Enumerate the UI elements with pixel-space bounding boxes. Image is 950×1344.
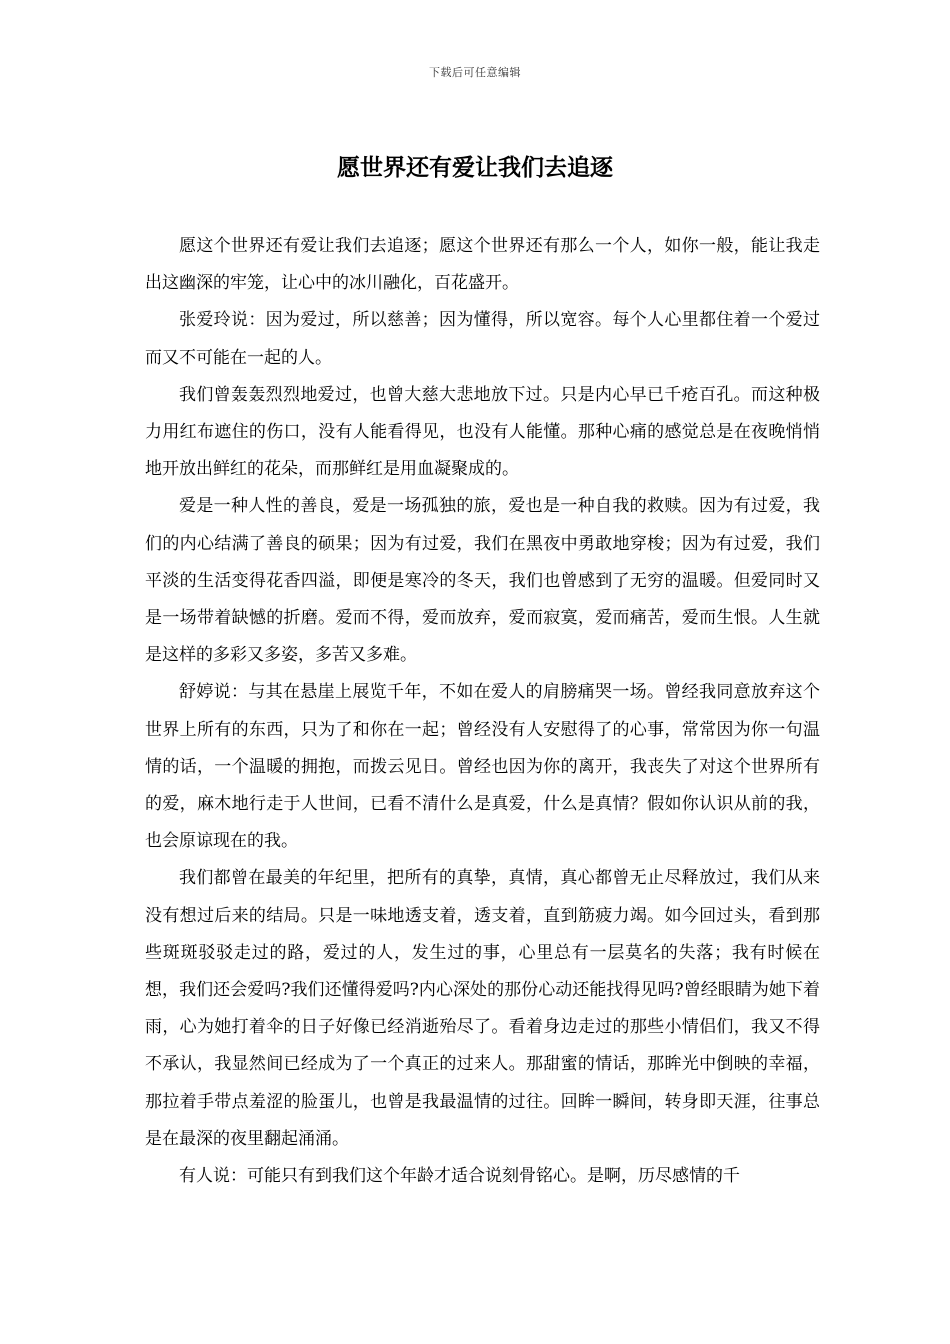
paragraph-7: 有人说：可能只有到我们这个年龄才适合说刻骨铭心。是啊，历尽感情的千 (179, 1166, 740, 1187)
paragraph-1: 愿这个世界还有爱让我们去追逐；愿这个世界还有那么一个人，如你一般，能让我走出这幽深的牢笼，让心中的冰川融化，百花盛开。 (145, 236, 820, 294)
paragraph-5: 舒婷说：与其在悬崖上展览千年，不如在爱人的肩膀痛哭一场。曾经我同意放弃这个世界上所有的东西，只为了和你在一起；曾经没有人安慰得了的心事，常常因为你一句温情的话，一个温暖的拥抱，而拨云见日。曾经也因为你的离开，我丧失了对这个世界所有的爱，麻木地行走于人世间，已看不清什么是真爱，什么是真情？假如你认识从前的我，也会原谅现在的我。 (145, 682, 820, 852)
paragraph-3: 我们曾轰轰烈烈地爱过，也曾大慈大悲地放下过。只是内心早已千疮百孔。而这种极力用红布遮住的伤口，没有人能看得见，也没有人能懂。那种心痛的感觉总是在夜晚悄悄地开放出鲜红的花朵，而那鲜红是用血凝聚成的。 (145, 384, 820, 480)
header-note: 下载后可任意编辑 (429, 66, 521, 79)
document-title: 愿世界还有爱让我们去追逐 (337, 154, 613, 181)
paragraph-4: 爱是一种人性的善良，爱是一场孤独的旅，爱也是一种自我的救赎。因为有过爱，我们的内心结满了善良的硕果；因为有过爱，我们在黑夜中勇敢地穿梭；因为有过爱，我们平淡的生活变得花香四溢，即便是寒冷的冬天，我们也曾感到了无穷的温暖。但爱同时又是一场带着缺憾的折磨。爱而不得，爱而放弃，爱而寂寞，爱而痛苦，爱而生恨。人生就是这样的多彩又多姿，多苦又多难。 (145, 496, 820, 666)
document-body (145, 228, 820, 1195)
paragraph-2: 张爱玲说：因为爱过，所以慈善；因为懂得，所以宽容。每个人心里都住着一个爱过而又不可能在一起的人。 (145, 310, 820, 368)
paragraph-6: 我们都曾在最美的年纪里，把所有的真挚，真情，真心都曾无止尽释放过，我们从来没有想过后来的结局。只是一味地透支着，透支着，直到筋疲力竭。如今回过头，看到那些斑斑驳驳走过的路，爱过的人，发生过的事，心里总有一层莫名的失落；我有时候在想，我们还会爱吗?我们还懂得爱吗?内心深处的那份心动还能找得见吗?曾经眼睛为她下着雨，心为她打着伞的日子好像已经消逝殆尽了。看着身边走过的那些小情侣们，我又不得不承认，我显然间已经成为了一个真正的过来人。那甜蜜的情话，那眸光中倒映的幸福，那拉着手带点羞涩的脸蛋儿，也曾是我最温情的过往。回眸一瞬间，转身即天涯，往事总是在最深的夜里翻起涌涌。 (145, 868, 820, 1149)
